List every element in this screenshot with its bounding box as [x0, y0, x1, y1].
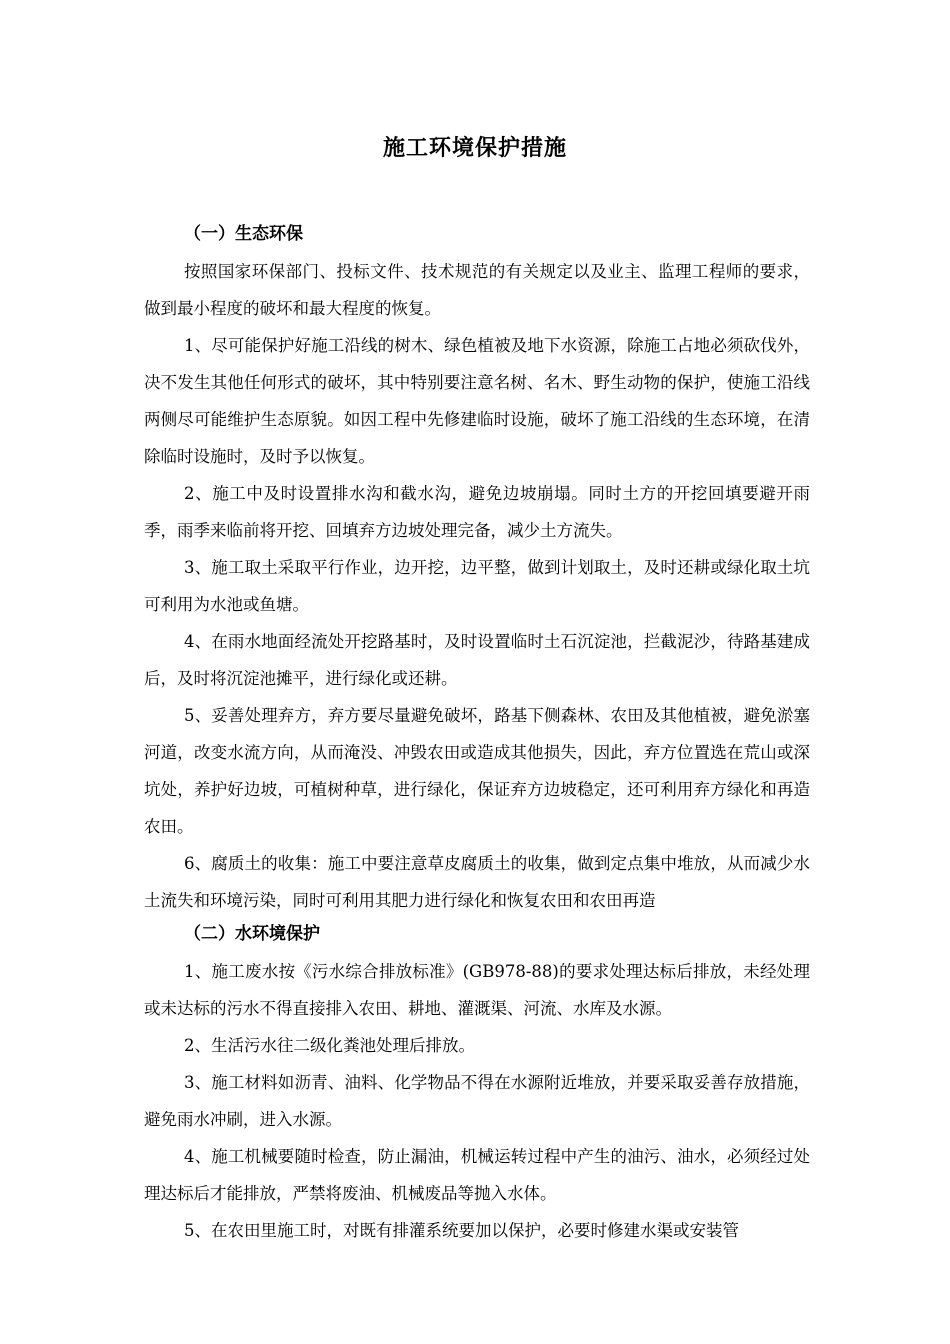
paragraph: 1、尽可能保护好施工沿线的树木、绿色植被及地下水资源，除施工占地必须砍伐外，决不发生其他任何形式的破坏，其中特别要注意名树、名木、野生动物的保护，使施工沿线两侧尽可能维护生态原貌。如因工程中先修建临时设施，破坏了施工沿线的生态环境，在清除临时设施时，及时予以恢复。: [144, 336, 810, 466]
paragraph: 4、在雨水地面经流处开挖路基时，及时设置临时土石沉淀池，拦截泥沙，待路基建成后，及时将沉淀池摊平，进行绿化或还耕。: [144, 632, 810, 688]
paragraph: 1、施工废水按《污水综合排放标准》(GB978-88)的要求处理达标后排放，未经处理或未达标的污水不得直接排入农田、耕地、灌溉渠、河流、水库及水源。: [144, 962, 810, 1018]
section-heading-ecology: （一）生态环保: [184, 224, 303, 244]
paragraph: 3、施工取土采取平行作业，边开挖，边平整，做到计划取土，及时还耕或绿化取土坑可利用为水池或鱼塘。: [144, 558, 810, 614]
paragraph: 5、妥善处理弃方，弃方要尽量避免破坏，路基下侧森林、农田及其他植被，避免淤塞河道，改变水流方向，从而淹没、冲毁农田或造成其他损失，因此，弃方位置选在荒山或深坑处，养护好边坡，可植树种草，进行绿化，保证弃方边坡稳定，还可利用弃方绿化和再造农田。: [144, 706, 810, 836]
paragraph: 4、施工机械要随时检查，防止漏油，机械运转过程中产生的油污、油水，必须经过处理达标后才能排放，严禁将废油、机械废品等抛入水体。: [144, 1147, 810, 1203]
paragraph: 2、生活污水往二级化粪池处理后排放。: [184, 1036, 475, 1055]
paragraph: 5、在农田里施工时，对既有排灌系统要加以保护，必要时修建水渠或安装管: [184, 1221, 739, 1240]
document-body: [144, 219, 810, 1249]
paragraph: 3、施工材料如沥青、油料、化学物品不得在水源附近堆放，并要采取妥善存放措施，避免雨水冲刷，进入水源。: [144, 1073, 810, 1129]
section-heading-water: （二）水环境保护: [184, 924, 320, 944]
document-title: 施工环境保护措施: [382, 136, 567, 161]
paragraph: 6、腐质土的收集：施工中要注意草皮腐质土的收集，做到定点集中堆放，从而减少水土流失和环境污染，同时可利用其肥力进行绿化和恢复农田和农田再造: [144, 854, 810, 910]
paragraph: 按照国家环保部门、投标文件、技术规范的有关规定以及业主、监理工程师的要求，做到最小程度的破坏和最大程度的恢复。: [144, 262, 810, 318]
paragraph: 2、施工中及时设置排水沟和截水沟，避免边坡崩塌。同时土方的开挖回填要避开雨季，雨季来临前将开挖、回填弃方边坡处理完备，减少土方流失。: [144, 484, 810, 540]
